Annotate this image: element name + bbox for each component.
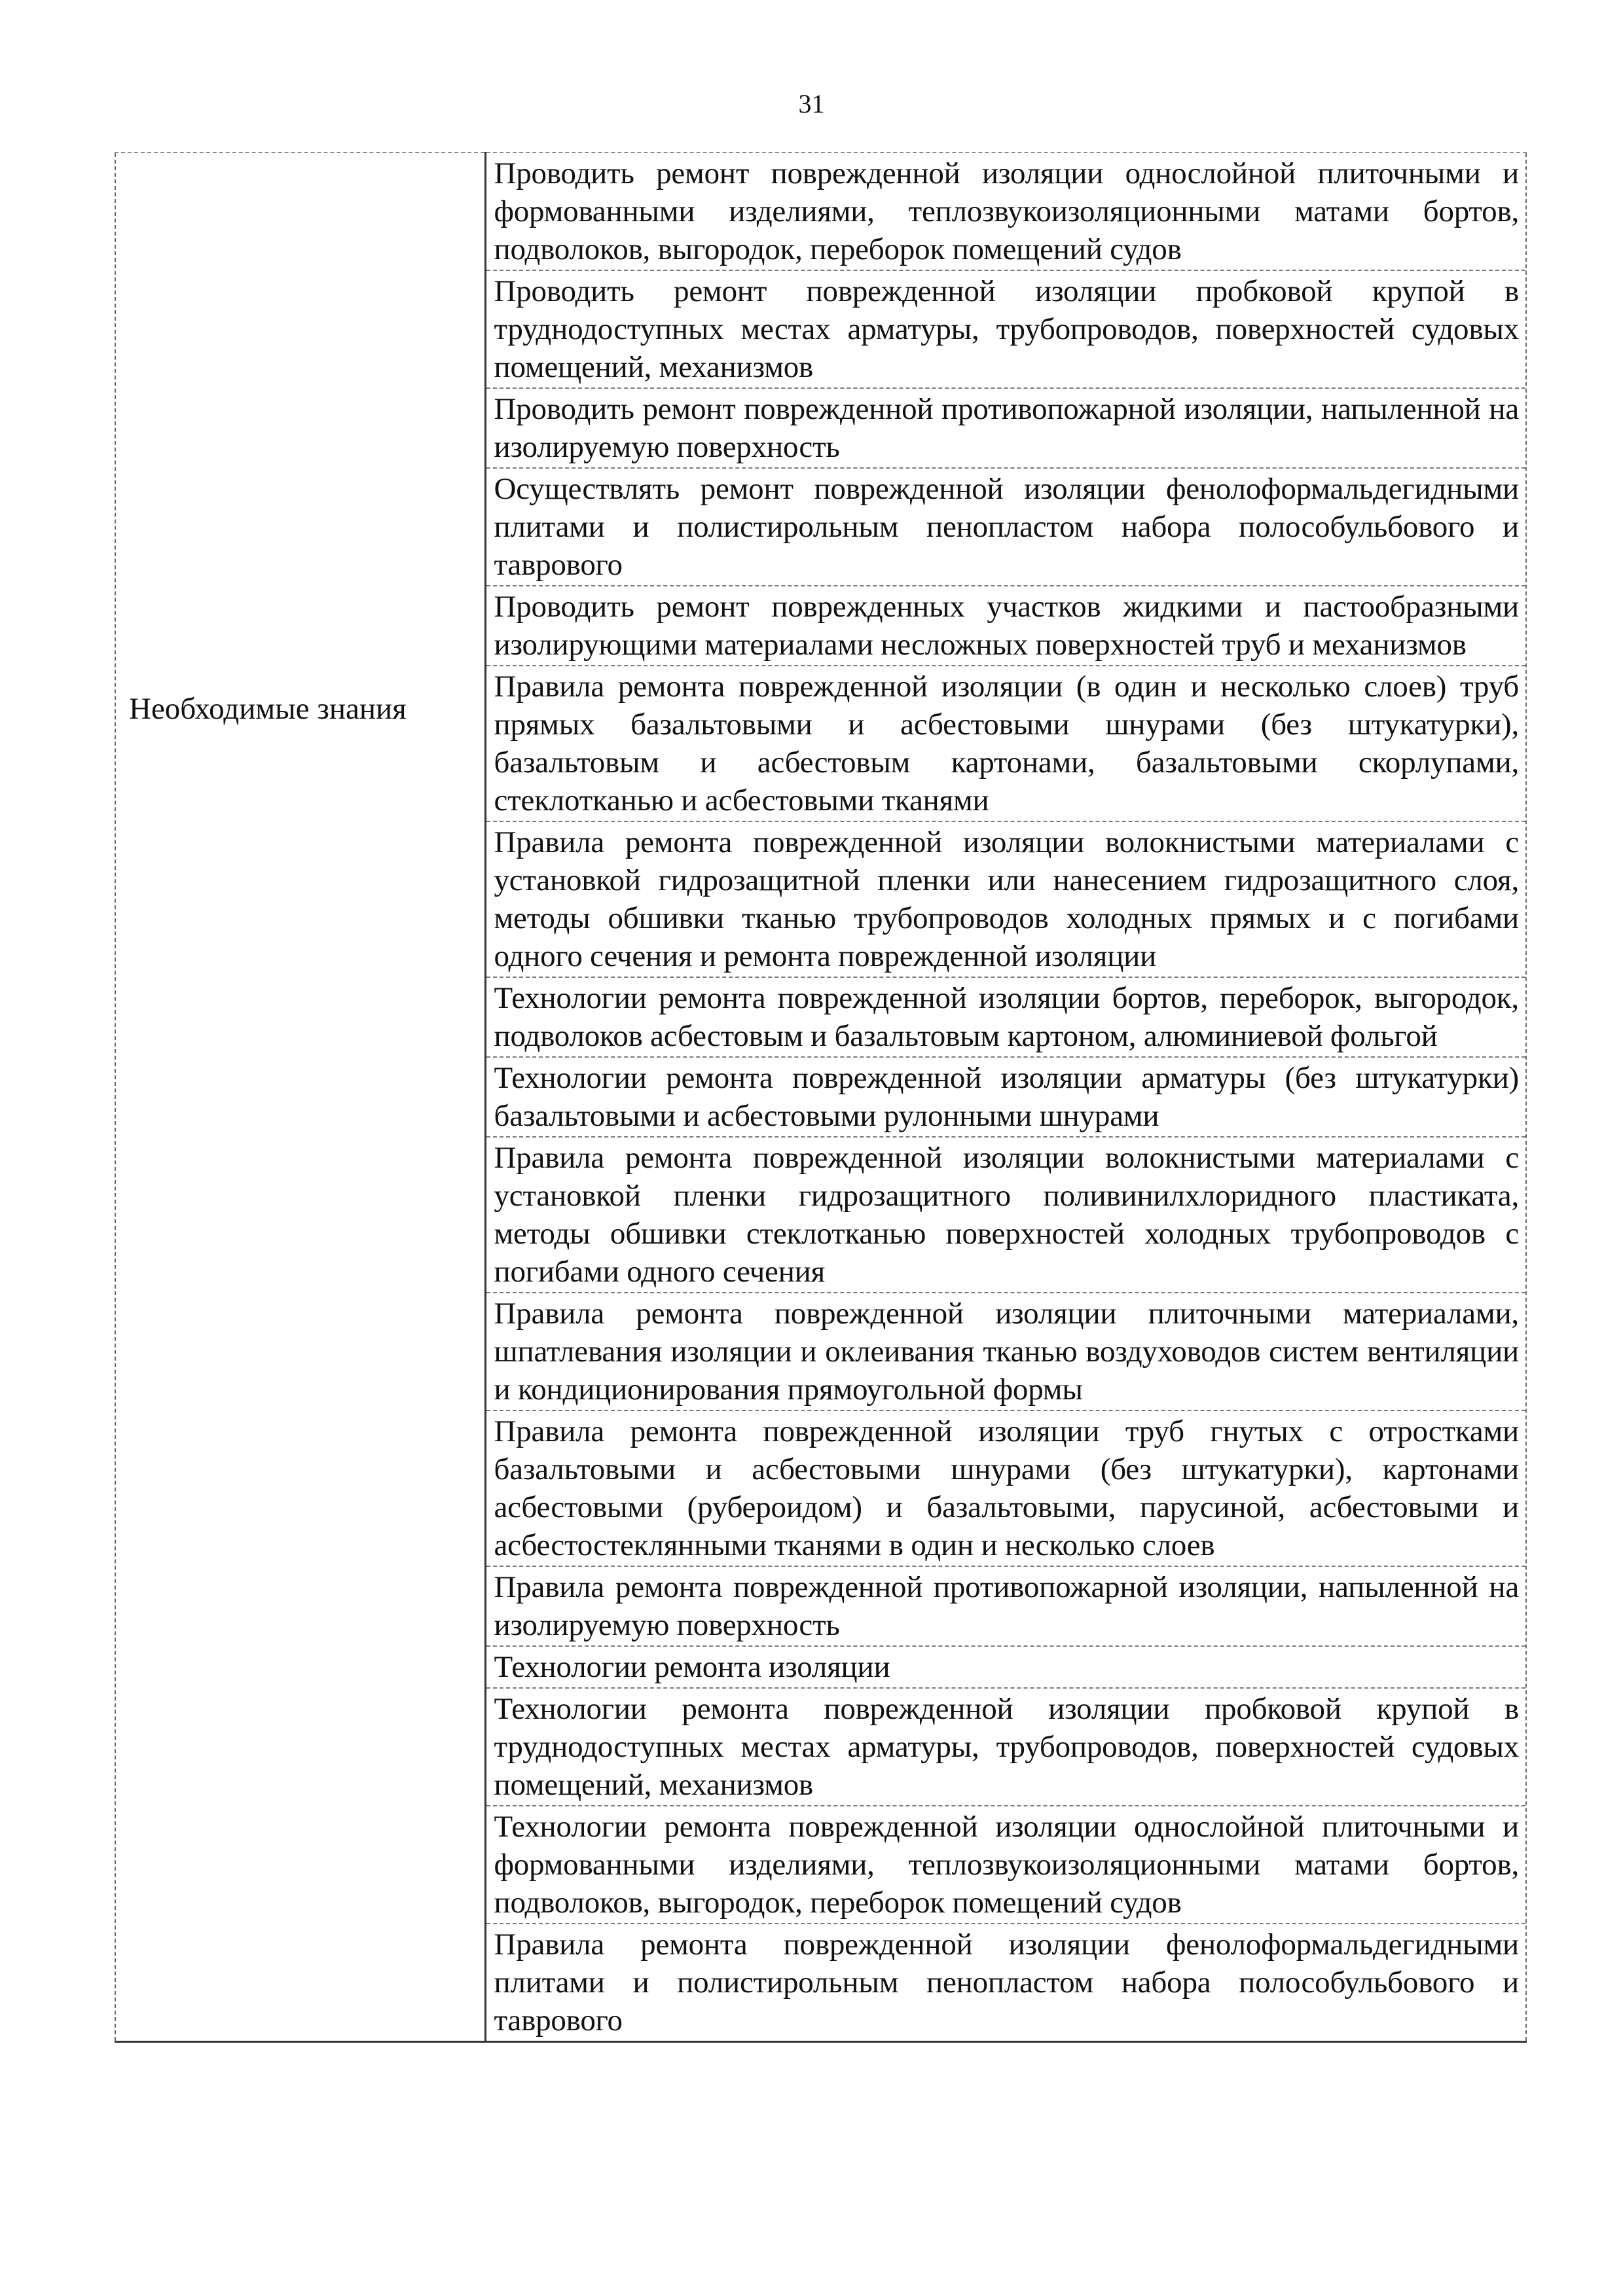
table-row: Проводить ремонт поврежденных участков жидкими и пастообразными изолирующими материалами несложных поверхностей труб и механизмов bbox=[486, 586, 1526, 666]
table-row: Правила ремонта поврежденной изоляции труб гнутых с отростками базальтовыми и асбестовыми шнурами (без штукатурки), картонами асбестовыми (рубероидом) и базальтовыми, парусиной, асбестовыми и асбестостеклянными тканями в один и несколько слоев bbox=[486, 1411, 1526, 1567]
table-row: Технологии ремонта поврежденной изоляции пробковой крупой в труднодоступных местах арматуры, трубопроводов, поверхностей судовых помещений, механизмов bbox=[486, 1689, 1526, 1806]
section-label: Необходимые знания bbox=[129, 692, 407, 726]
table-row: Проводить ремонт поврежденной противопожарной изоляции, напыленной на изолируемую поверхность bbox=[486, 389, 1526, 469]
table-row: Правила ремонта поврежденной изоляции фенолоформальдегидными плитами и полистирольным пенопластом набора полособульбового и таврового bbox=[494, 1928, 1519, 2037]
table-row: Проводить ремонт поврежденной изоляции однослойной плиточными и формованными изделиями, теплозвукоизоляционными матами бортов, подволоков, выгородок, переборок помещений судов bbox=[486, 153, 1526, 271]
page-number: 31 bbox=[798, 89, 825, 118]
items-cell bbox=[485, 152, 1526, 2042]
table-row: Осуществлять ремонт поврежденной изоляции фенолоформальдегидными плитами и полистирольным пенопластом набора полособульбового и таврового bbox=[486, 469, 1526, 586]
table-row: Правила ремонта поврежденной изоляции волокнистыми материалами с установкой пленки гидрозащитного поливинилхлоридного пластиката, методы обшивки стеклотканью поверхностей холодных трубопроводов с погибами одного сечения bbox=[486, 1138, 1526, 1293]
table-row: Правила ремонта поврежденной изоляции (в один и несколько слоев) труб прямых базальтовыми и асбестовыми шнурами (без штукатурки), базальтовым и асбестовым картонами, базальтовыми скорлупами, стеклотканью и асбестовыми тканями bbox=[486, 666, 1526, 822]
requirements-table bbox=[115, 152, 1527, 2043]
section-label-cell bbox=[115, 152, 485, 2042]
table-row: Проводить ремонт поврежденной изоляции пробковой крупой в труднодоступных местах арматуры, трубопроводов, поверхностей судовых помещений, механизмов bbox=[486, 271, 1526, 389]
table-row: Правила ремонта поврежденной изоляции плиточными материалами, шпатлевания изоляции и оклеивания тканью воздуховодов систем вентиляции и кондиционирования прямоугольной формы bbox=[486, 1293, 1526, 1411]
table-row: Технологии ремонта поврежденной изоляции бортов, переборок, выгородок, подволоков асбестовым и базальтовым картоном, алюминиевой фольгой bbox=[486, 978, 1526, 1058]
table-row: Правила ремонта поврежденной изоляции волокнистыми материалами с установкой гидрозащитной пленки или нанесением гидрозащитного слоя, методы обшивки тканью трубопроводов холодных прямых и с погибами одного сечения и ремонта поврежденной изоляции bbox=[486, 822, 1526, 978]
table-row: Технологии ремонта поврежденной изоляции арматуры (без штукатурки) базальтовыми и асбестовыми рулонными шнурами bbox=[486, 1058, 1526, 1138]
table-row: Технологии ремонта поврежденной изоляции однослойной плиточными и формованными изделиями, теплозвукоизоляционными матами бортов, подволоков, выгородок, переборок помещений судов bbox=[486, 1806, 1526, 1924]
table-row: Правила ремонта поврежденной противопожарной изоляции, напыленной на изолируемую поверхность bbox=[486, 1567, 1526, 1647]
table-row: Технологии ремонта изоляции bbox=[486, 1647, 1526, 1689]
